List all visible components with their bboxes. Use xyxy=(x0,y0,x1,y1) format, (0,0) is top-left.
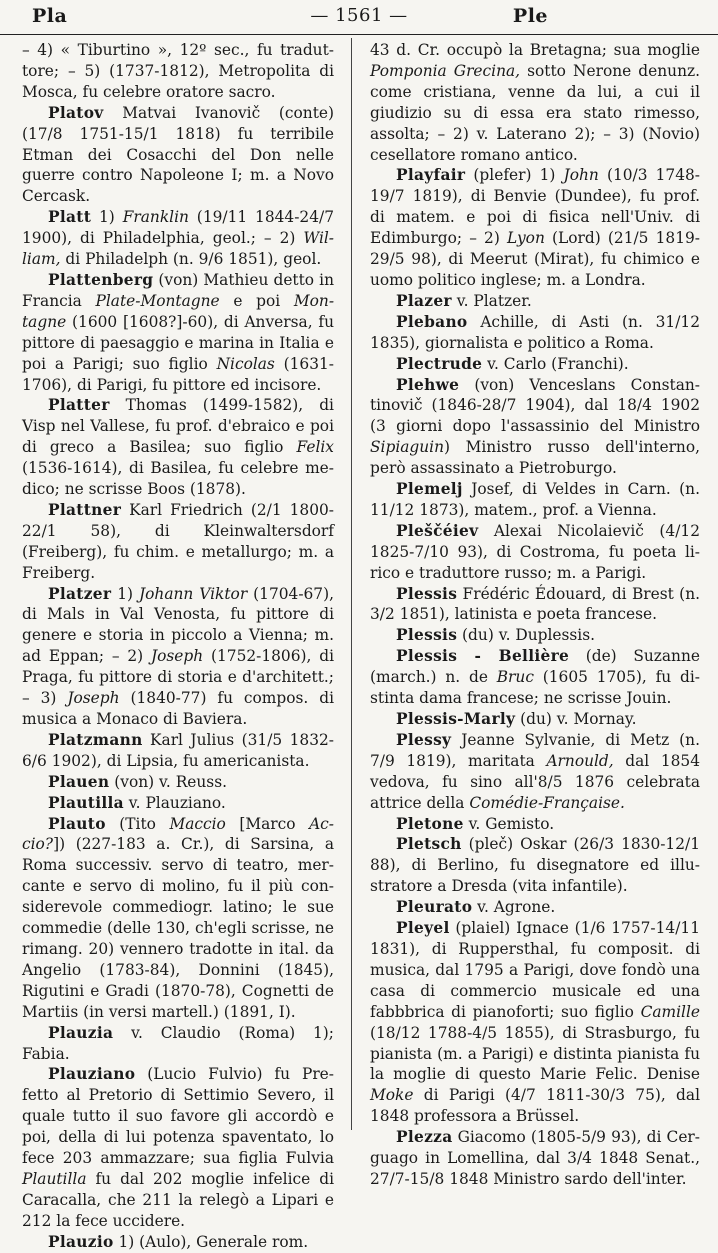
entry-text: (Lucio Fulvio) fu Prefetto al Pretorio di Settimio Severo, il quale tutto il suo favore gli accordò e poi, della di lui potenza spaventato, lo fece 203 ammazzare; sua figlia Fulvia xyxy=(22,1065,334,1168)
entry-headword: Plauzia xyxy=(48,1023,114,1042)
entry-italic-text: Lyon xyxy=(507,229,545,248)
entry-italic-text: Moke xyxy=(370,1086,414,1105)
entry-headword: Plazer xyxy=(396,291,452,310)
left-column xyxy=(22,40,335,1251)
entry-italic-text: Maccio xyxy=(169,814,226,833)
entry-text: (plaiel) Ignace (1/6 1757-14/11 1831), di Ruppersthal, fu composit. di musica, dal 1795 a Parigi, dove fondò una casa di commercio musicale ed una fabbbrica di pianoforti; suo figlio xyxy=(370,919,700,1021)
dictionary-entry xyxy=(22,40,334,103)
column-divider xyxy=(351,38,352,1130)
entry-italic-text: Sipiaguin xyxy=(370,438,445,457)
entry-headword: Plessy xyxy=(396,730,452,749)
entry-text: v. Platzer. xyxy=(451,291,532,310)
header-left-guide-word: Pla xyxy=(32,5,68,27)
entry-headword: Plezza xyxy=(396,1128,453,1147)
entry-headword: Plautilla xyxy=(48,793,124,812)
entry-headword: Pleyel xyxy=(396,919,450,938)
entry-text: ) Ministro russo dell'interno, però assassinato a Pietroburgo. xyxy=(370,438,700,478)
entry-text: v. Carlo (Franchi). xyxy=(482,354,629,373)
dictionary-entry xyxy=(370,814,700,835)
entry-text: v. Agrone. xyxy=(472,898,556,917)
entry-text: (19/11 1844-24/7 1900), di Philadelphia, geol.; – 2) xyxy=(22,208,334,248)
entry-text: (du) v. Duplessis. xyxy=(457,626,596,645)
page-header xyxy=(0,0,718,35)
entry-italic-text: Franklin xyxy=(122,208,189,227)
entry-headword: Plauzio xyxy=(48,1232,114,1251)
header-right-guide-word: Ple xyxy=(512,5,548,27)
entry-text: ]) (227-183 a. Cr.), di Sarsina, a Roma successiv. servo di teatro, mercante e servo di molino, fu il più considerevole commediogr. latino; le sue commedie (delle 130, ch'egli scrisse, ne rimang. 20) vennero tradotte in ital. da Angelio (1783-84), Donnini (1845), Rigutini e Gradi (1870-78), Cognetti de Martiis (in versi martell.) (1891, I). xyxy=(22,835,334,1021)
entry-text: [Marco xyxy=(225,814,310,833)
entry-text: Achille, di Asti (n. 31/12 1835), giornalista e politico a Roma. xyxy=(370,312,700,352)
entry-headword: Plessis xyxy=(396,584,458,603)
entry-italic-text: Plautilla xyxy=(22,1169,87,1188)
entry-italic-text: Bruc xyxy=(496,668,534,687)
entry-italic-text: Joseph xyxy=(67,689,120,708)
entry-text: (1631-1706), di Parigi, fu pittore ed incisore. xyxy=(22,354,335,394)
entry-headword: Plattner xyxy=(48,500,122,519)
entry-text: Josef, di Veldes in Carn. (n. 11/12 1873), matem., prof. a Vienna. xyxy=(370,480,700,519)
entry-text: fu dal 202 moglie infelice di Caracalla, che 211 la relegò a Lipari e 212 la fece uccidere. xyxy=(22,1169,334,1230)
entry-italic-text: Arnould, xyxy=(546,751,614,770)
entry-text: v. Plauziano. xyxy=(123,793,226,812)
entry-text: Alexai Nicolaievič (4/12 1825-7/10 93), di Costroma, fu poeta lirico e traduttore russo; m. a Parigi. xyxy=(370,521,700,582)
entry-headword: Pleurato xyxy=(396,898,473,917)
entry-italic-text: Camille xyxy=(640,1002,700,1021)
entry-italic-text: Plate-Montagne xyxy=(95,291,220,310)
entry-text: 43 d. Cr. occupò la Bretagna; sua moglie xyxy=(370,41,700,59)
entry-text: Karl Friedrich (2/1 1800-22/1 58), di Kleinwaltersdorf (Freiberg), fu chim. e metallurgo; m. a Freiberg. xyxy=(22,500,334,582)
dictionary-entry xyxy=(22,500,334,584)
dictionary-entry xyxy=(370,897,700,918)
entry-text: di Parigi (4/7 1811-30/3 75), dal 1848 professora a Brüssel. xyxy=(370,1086,700,1126)
entry-headword: Plauziano xyxy=(48,1065,136,1084)
entry-text: 1) (Aulo), Generale rom. xyxy=(113,1232,309,1251)
entry-text: Giacomo (1805-5/9 93), di Cerguago in Lomellina, dal 3/4 1848 Senat., 27/7-15/8 1848 Ministro sardo dell'inter. xyxy=(370,1128,700,1188)
right-column xyxy=(370,40,701,1188)
entry-text: di Philadelph (n. 9/6 1851), geol. xyxy=(60,250,322,269)
dictionary-entry xyxy=(370,834,700,897)
entry-text: – 4) « Tiburtino », 12º sec., fu traduttore; – 5) (1737-1812), Metropolita di Mosca, fu celebre oratore sacro. xyxy=(22,41,334,101)
entry-headword: Plectrude xyxy=(396,354,483,373)
entry-text: (1840-77) fu compos. di musica a Monaco di Baviera. xyxy=(22,689,334,728)
dictionary-entry xyxy=(22,395,334,500)
dictionary-entry xyxy=(370,918,700,1127)
dictionary-entry xyxy=(370,1127,700,1190)
dictionary-entry xyxy=(370,291,700,312)
dictionary-entry xyxy=(22,207,334,270)
entry-italic-text: Joseph xyxy=(150,647,204,666)
entry-headword: Plemelj xyxy=(396,480,463,499)
entry-headword: Plauen xyxy=(48,772,110,791)
dictionary-entry xyxy=(22,1064,334,1231)
entry-text: Frédéric Édouard, di Brest (n. 3/2 1851), latinista e poeta francese. xyxy=(370,584,700,624)
dictionary-entry xyxy=(22,270,334,395)
entry-headword: Platzer xyxy=(48,584,112,603)
entry-text: (von) Venceslans Constantinovič (1846-28/7 1904), dal 18/4 1902 (3 giorni dopo l'assassinio del Ministro xyxy=(370,375,700,436)
entry-text: (von) v. Reuss. xyxy=(109,772,227,791)
dictionary-entry xyxy=(370,312,700,354)
dictionary-entry xyxy=(370,646,700,709)
entry-text: (pleč) Oskar (26/3 1830-12/1 88), di Berlino, fu disegnatore ed illustratore a Dresda (vita infantile). xyxy=(370,835,700,896)
dictionary-entry xyxy=(370,521,700,584)
entry-italic-text: William, xyxy=(22,229,334,269)
entry-italic-text: Johann Viktor xyxy=(138,584,248,603)
dictionary-entry xyxy=(22,814,334,1023)
entry-headword: Pletone xyxy=(396,814,464,833)
dictionary-entry xyxy=(370,40,700,165)
page-number: — 1561 — xyxy=(310,5,408,26)
dictionary-entry xyxy=(370,165,700,290)
entry-headword: Playfair xyxy=(396,166,466,185)
entry-headword: Platov xyxy=(48,103,104,122)
entry-headword: Plauto xyxy=(48,814,106,833)
entry-text: 1) xyxy=(91,208,123,227)
entry-text: (1752-1806), di Praga, fu pittore di storia e d'architett.; – 3) xyxy=(22,647,334,708)
dictionary-entry xyxy=(370,375,700,480)
entry-text: (1536-1614), di Basilea, fu celebre medico; ne scrisse Boos (1878). xyxy=(22,459,334,499)
entry-italic-text: Nicolas xyxy=(216,354,275,373)
entry-text: v. Gemisto. xyxy=(463,814,555,833)
entry-headword: Pleščéiev xyxy=(396,521,479,540)
dictionary-entry xyxy=(22,730,334,772)
entry-text: (1704-67), di Mals in Val Venosta, fu pittore di genere e storia in piccolo a Vienna; m. ad Eppan; – 2) xyxy=(22,584,334,666)
entry-headword: Plessis-Marly xyxy=(396,710,516,728)
entry-text: (von) Mathieu detto in Francia xyxy=(22,270,334,310)
entry-headword: Plessis xyxy=(396,626,458,645)
entry-text: v. Claudio (Roma) 1); Fabia. xyxy=(22,1023,334,1063)
entry-text: (Tito xyxy=(105,814,170,833)
entry-text: (du) v. Mornay. xyxy=(515,710,637,728)
entry-italic-text: Pomponia Grecina, xyxy=(370,61,521,80)
dictionary-entry xyxy=(22,1023,334,1065)
entry-headword: Pletsch xyxy=(396,835,462,854)
entry-text: (10/3 1748-19/7 1819), di Benvie (Dundee), fu prof. di matem. e poi di fisica nell'Univ. di Edimburgo; – 2) xyxy=(370,166,701,248)
entry-italic-text: Comédie-Française. xyxy=(469,793,625,812)
dictionary-entry xyxy=(22,793,334,814)
entry-text: (1600 [1608?]-60), di Anversa, fu pittore di paesaggio e marina in Italia e poi a Parigi; suo figlio xyxy=(22,312,334,373)
entry-headword: Plehwe xyxy=(396,375,460,394)
entry-text: Thomas (1499-1582), di Visp nel Vallese, fu prof. d'ebraico e poi di greco a Basilea; suo figlio xyxy=(22,396,334,457)
entry-headword: Platter xyxy=(48,396,110,415)
entry-text: dal 1854 vedova, fu sino all'8/5 1876 celebrata attrice della xyxy=(370,751,701,812)
entry-text: sotto Nerone denunz. come cristiana, venne da lui, a cui il giudizio su di essa era stato rimesso, assolta; – 2) v. Laterano 2); – 3) (Novio) cesellatore romano antico. xyxy=(370,61,700,164)
entry-text: Jeanne Sylvanie, di Metz (n. 7/9 1819), maritata xyxy=(370,730,700,770)
entry-headword: Plattenberg xyxy=(48,270,154,289)
entry-text: e poi xyxy=(219,291,294,310)
entry-text: Matvai Ivanovič (conte) (17/8 1751-15/1 1818) fu terribile Etman dei Cosacchi del Don nelle guerre contro Napoleone I; m. a Novo Cercask. xyxy=(22,103,334,206)
entry-text: (18/12 1788-4/5 1855), di Strasburgo, fu pianista (m. a Parigi) e distinta pianista fu la moglie di questo Marie Felic. Denise xyxy=(370,1023,700,1084)
entry-text: 1) xyxy=(111,584,139,603)
entry-text: (Lord) (21/5 1819-29/5 98), di Meerut (Mirat), fu chimico e uomo politico inglese; m. a Londra. xyxy=(370,229,700,289)
entry-headword: Platzmann xyxy=(48,730,143,749)
dictionary-entry xyxy=(22,772,334,793)
entry-headword: Platt xyxy=(48,208,92,227)
entry-text: Karl Julius (31/5 1832-6/6 1902), di Lipsia, fu americanista. xyxy=(22,730,334,770)
dictionary-entry xyxy=(370,354,700,375)
entry-italic-text: Accio? xyxy=(22,814,334,854)
dictionary-entry xyxy=(370,479,700,521)
entry-text: (de) Suzanne (march.) n. de xyxy=(370,647,700,687)
dictionary-entry xyxy=(22,103,334,208)
dictionary-entry xyxy=(22,584,334,730)
dictionary-entry xyxy=(370,625,700,646)
entry-headword: Plebano xyxy=(396,312,468,331)
dictionary-entry xyxy=(370,709,700,730)
entry-text: (1605 1705), fu distinta dama francese; ne scrisse Jouin. xyxy=(370,668,700,708)
entry-italic-text: Felix xyxy=(296,438,334,457)
entry-italic-text: Montagne xyxy=(22,291,335,331)
dictionary-entry xyxy=(22,1232,334,1253)
entry-text: (plefer) 1) xyxy=(465,166,564,185)
dictionary-entry xyxy=(370,730,700,814)
entry-italic-text: John xyxy=(563,166,599,185)
entry-headword: Plessis - Bellière xyxy=(396,647,570,666)
dictionary-entry xyxy=(370,584,700,626)
